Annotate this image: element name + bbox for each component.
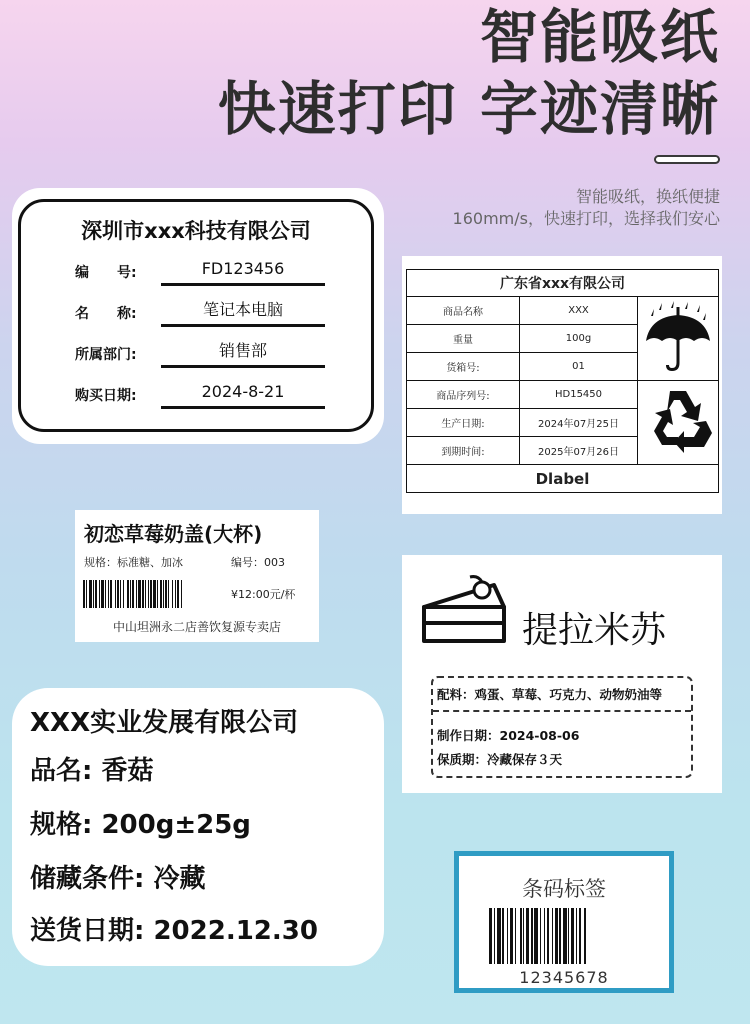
goods-label-card bbox=[12, 688, 384, 966]
asset-row-value: FD123456 bbox=[161, 257, 325, 286]
barcode-label-card bbox=[454, 851, 674, 993]
product-label-card bbox=[402, 256, 722, 514]
asset-row bbox=[21, 338, 371, 368]
umbrella-cell bbox=[638, 297, 719, 381]
tea-label-code: 编号：003 bbox=[231, 556, 285, 569]
cake-label-ingredients: 配料：鸡蛋、草莓、巧克力、动物奶油等 bbox=[437, 687, 663, 702]
product-table bbox=[406, 269, 719, 493]
goods-label-delivery: 送货日期: 2022.12.30 bbox=[30, 916, 318, 946]
headline-line1: 智能吸纸 bbox=[479, 3, 720, 71]
barcode-graphic bbox=[83, 580, 219, 608]
asset-row-label: 购买日期: bbox=[75, 388, 137, 404]
asset-row bbox=[21, 297, 371, 327]
headline-line2: 快速打印 字迹清晰 bbox=[217, 75, 720, 143]
product-row-value: 2025年07月26日 bbox=[520, 437, 638, 465]
goods-label-spec: 规格: 200g±25g bbox=[30, 810, 251, 840]
recycle-cell bbox=[638, 381, 719, 465]
product-row-label: 货箱号: bbox=[407, 353, 520, 381]
asset-row bbox=[21, 256, 371, 286]
asset-row-label: 名 称: bbox=[75, 306, 137, 322]
goods-label-storage: 储藏条件: 冷藏 bbox=[30, 864, 206, 894]
decorative-pill bbox=[654, 155, 720, 164]
tea-label-spec: 规格：标准糖、加冰 bbox=[84, 556, 183, 569]
product-row-label: 生产日期: bbox=[407, 409, 520, 437]
tea-label-card bbox=[75, 510, 319, 642]
table-row bbox=[407, 381, 719, 409]
cake-label-name: 提拉米苏 bbox=[522, 610, 667, 651]
tea-label-title: 初恋草莓奶盖(大杯) bbox=[84, 522, 263, 546]
asset-row-label: 编 号: bbox=[75, 265, 137, 281]
product-row-label: 商品名称 bbox=[407, 297, 520, 325]
subheadline-2: 160mm/s，快速打印，选择我们安心 bbox=[452, 209, 720, 228]
cake-label-date: 制作日期：2024-08-06 bbox=[437, 728, 580, 743]
product-row-label: 重量 bbox=[407, 325, 520, 353]
product-row-label: 到期时间: bbox=[407, 437, 520, 465]
product-label-brand: Dlabel bbox=[407, 465, 719, 493]
asset-row-label: 所属部门: bbox=[75, 347, 137, 363]
recycle-icon bbox=[640, 383, 716, 459]
asset-row-value: 2024-8-21 bbox=[161, 380, 325, 409]
goods-label-company: XXX实业发展有限公司 bbox=[30, 708, 299, 738]
cake-label-shelf: 保质期：冷藏保存３天 bbox=[437, 752, 563, 767]
umbrella-rain-icon bbox=[640, 299, 716, 375]
asset-row bbox=[21, 379, 371, 409]
product-row-label: 商品序列号: bbox=[407, 381, 520, 409]
goods-label-name: 品名: 香菇 bbox=[30, 756, 154, 786]
asset-label-company: 深圳市xxx科技有限公司 bbox=[81, 219, 311, 243]
product-row-value: 2024年07月25日 bbox=[520, 409, 638, 437]
asset-label-card bbox=[12, 188, 384, 444]
product-label-company: 广东省xxx有限公司 bbox=[407, 270, 719, 297]
product-row-value: 100g bbox=[520, 325, 638, 353]
subheadline-1: 智能吸纸，换纸便捷 bbox=[575, 187, 720, 206]
product-row-value: HD15450 bbox=[520, 381, 638, 409]
barcode-label-title: 条码标签 bbox=[522, 877, 606, 901]
cake-label-card bbox=[402, 555, 722, 793]
asset-label-frame bbox=[18, 199, 374, 432]
product-row-value: XXX bbox=[520, 297, 638, 325]
asset-row-value: 笔记本电脑 bbox=[161, 298, 325, 327]
tea-label-price: ¥12:00元/杯 bbox=[231, 588, 296, 601]
tea-label-shop: 中山坦洲永二店善饮复源专卖店 bbox=[112, 620, 281, 634]
product-row-value: 01 bbox=[520, 353, 638, 381]
cake-slice-icon bbox=[418, 573, 512, 647]
barcode-label-number: 12345678 bbox=[519, 968, 609, 987]
divider bbox=[433, 710, 691, 712]
table-row bbox=[407, 297, 719, 325]
barcode-graphic bbox=[489, 908, 639, 964]
cake-label-info-box bbox=[431, 676, 693, 778]
asset-row-value: 销售部 bbox=[161, 339, 325, 368]
